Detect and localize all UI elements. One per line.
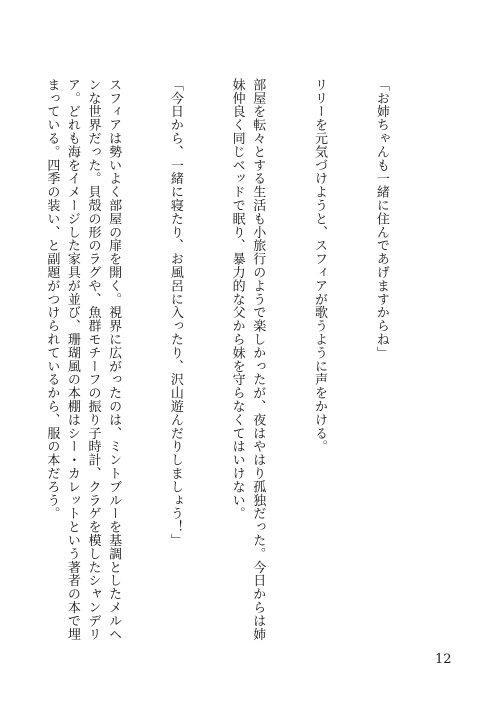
paragraph: 部屋を転々とする生活も小旅行のようで楽しかったが、夜はやはり孤独だった。今日からは姉妹仲良く同じベッドで眠り、暴力的な父から妹を守らなくてはいけない。 bbox=[229, 78, 266, 641]
vertical-text-body bbox=[0, 78, 432, 648]
paragraph: スフィアは勢いよく部屋の扉を開く。視界に広がったのは、ミントブルーを基調としたメルヘンな世界だった。貝殻の形のラグや、魚群モチーフの振り子時計、クラゲを模したシャンデリア。どれも海をイメージした家具が並び、珊瑚風の本棚はシー・カレットという著者の本で埋まっている。四季の装い、と副題がつけられているから、服の本だろう。 bbox=[44, 78, 122, 641]
paragraph: 「お姉ちゃんも一緒に住んであげますからね」 bbox=[373, 78, 389, 360]
paragraph: リリーを元気づけようと、スフィアが歌うように声をかける。 bbox=[312, 78, 328, 454]
page-number: 12 bbox=[435, 652, 452, 667]
paragraph: 「今日から、一緒に寝たり、お風呂に入ったり、沢山遊んだりしましょう！」 bbox=[167, 78, 183, 547]
